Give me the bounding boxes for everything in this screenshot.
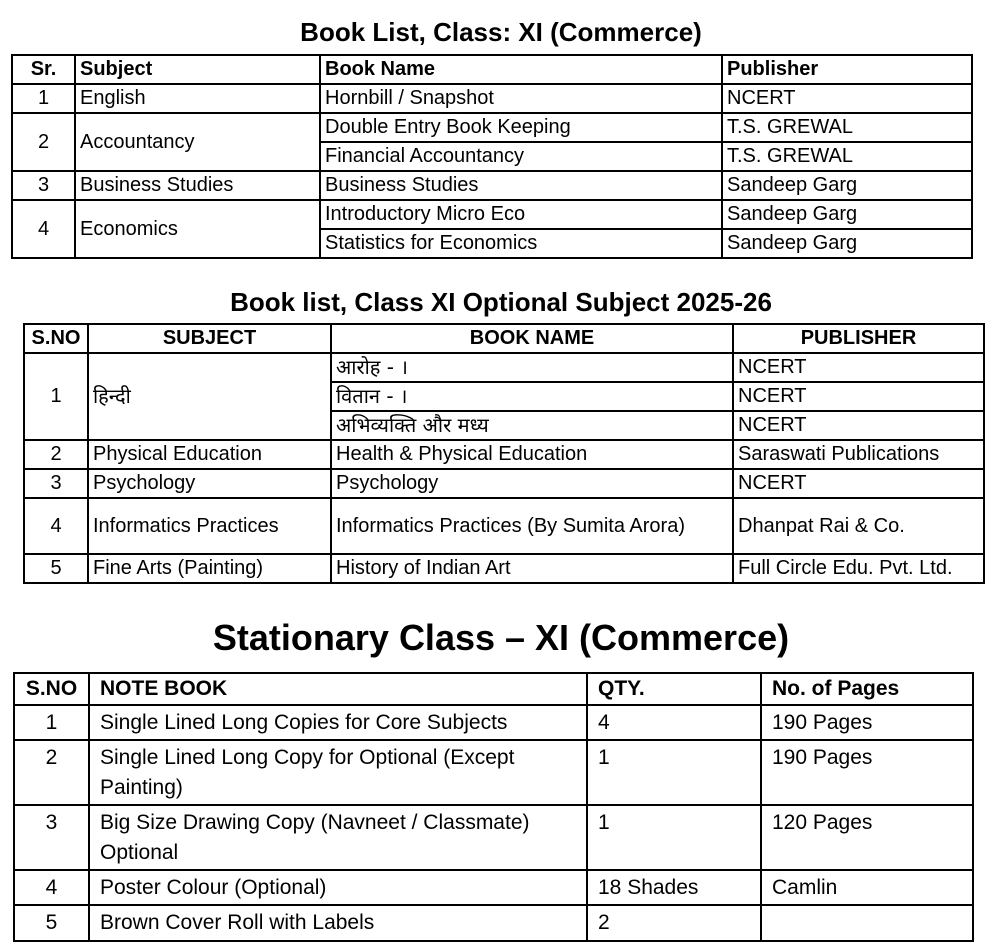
row-item: Single Lined Long Copies for Core Subjects [89, 705, 587, 740]
row-subject: Psychology [88, 469, 331, 498]
row-sr: 4 [24, 498, 88, 554]
stationary-table [13, 672, 974, 942]
header-sno: S.NO [14, 673, 89, 705]
row-subject: Economics [75, 200, 320, 258]
table-row [14, 870, 973, 905]
row-qty: 4 [587, 705, 761, 740]
row-qty: 18 Shades [587, 870, 761, 905]
row-item: Poster Colour (Optional) [89, 870, 587, 905]
row-publisher: NCERT [733, 353, 984, 382]
row-pages: Camlin [761, 870, 973, 905]
header-subject: Subject [75, 55, 320, 84]
row-sr: 4 [12, 200, 75, 258]
row-book: आरोह - । [331, 353, 733, 382]
row-publisher: T.S. GREWAL [722, 113, 972, 142]
header-note-book: NOTE BOOK [89, 673, 587, 705]
row-qty: 2 [587, 905, 761, 940]
table-row [12, 84, 972, 113]
row-item: Single Lined Long Copy for Optional (Except Painting) [89, 740, 587, 805]
row-sr: 3 [14, 805, 89, 870]
row-publisher: NCERT [733, 411, 984, 440]
row-sr: 1 [12, 84, 75, 113]
row-book: Introductory Micro Eco [320, 200, 722, 229]
row-book: Informatics Practices (By Sumita Arora) [331, 498, 733, 554]
header-book-name: BOOK NAME [331, 324, 733, 353]
row-publisher: Saraswati Publications [733, 440, 984, 469]
table-row [14, 905, 973, 940]
row-sr: 2 [24, 440, 88, 469]
row-item: Big Size Drawing Copy (Navneet / Classmate) Optional [89, 805, 587, 870]
row-subject: Informatics Practices [88, 498, 331, 554]
row-publisher: NCERT [733, 382, 984, 411]
header-publisher: PUBLISHER [733, 324, 984, 353]
row-sr: 3 [24, 469, 88, 498]
row-book: Health & Physical Education [331, 440, 733, 469]
header-book-name: Book Name [320, 55, 722, 84]
row-publisher: NCERT [733, 469, 984, 498]
row-publisher: Dhanpat Rai & Co. [733, 498, 984, 554]
row-subject: Physical Education [88, 440, 331, 469]
header-sr: Sr. [12, 55, 75, 84]
row-book: अभिव्यक्ति और मध्य [331, 411, 733, 440]
header-qty: QTY. [587, 673, 761, 705]
row-book: Financial Accountancy [320, 142, 722, 171]
header-subject: SUBJECT [88, 324, 331, 353]
row-sr: 4 [14, 870, 89, 905]
row-subject: Accountancy [75, 113, 320, 171]
row-publisher: Full Circle Edu. Pvt. Ltd. [733, 554, 984, 583]
row-book: Statistics for Economics [320, 229, 722, 258]
table-header-row [14, 673, 973, 705]
row-subject: English [75, 84, 320, 113]
table-row [12, 171, 972, 200]
header-sno: S.NO [24, 324, 88, 353]
row-pages: 190 Pages [761, 705, 973, 740]
table-row [14, 805, 973, 870]
row-qty: 1 [587, 740, 761, 805]
row-sr: 1 [14, 705, 89, 740]
header-publisher: Publisher [722, 55, 972, 84]
row-publisher: NCERT [722, 84, 972, 113]
table-row [24, 498, 984, 554]
row-book: वितान - । [331, 382, 733, 411]
row-book: Business Studies [320, 171, 722, 200]
row-subject: Fine Arts (Painting) [88, 554, 331, 583]
optional-book-list-title: Book list, Class XI Optional Subject 2025-26 [230, 287, 772, 317]
row-sr: 3 [12, 171, 75, 200]
row-sr: 5 [14, 905, 89, 940]
row-book: Hornbill / Snapshot [320, 84, 722, 113]
optional-book-table [23, 323, 985, 584]
row-book: Double Entry Book Keeping [320, 113, 722, 142]
commerce-book-table [11, 54, 973, 259]
row-item: Brown Cover Roll with Labels [89, 905, 587, 940]
row-book: History of Indian Art [331, 554, 733, 583]
row-sr: 2 [14, 740, 89, 805]
header-pages: No. of Pages [761, 673, 973, 705]
row-pages [761, 905, 973, 940]
table-row [14, 740, 973, 805]
table-row [14, 705, 973, 740]
table-row [24, 469, 984, 498]
commerce-book-list-title: Book List, Class: XI (Commerce) [300, 17, 702, 47]
row-book: Psychology [331, 469, 733, 498]
row-sr: 5 [24, 554, 88, 583]
row-pages: 120 Pages [761, 805, 973, 870]
row-publisher: Sandeep Garg [722, 229, 972, 258]
row-sr: 2 [12, 113, 75, 171]
stationary-title: Stationary Class – XI (Commerce) [212, 617, 790, 658]
row-publisher: Sandeep Garg [722, 171, 972, 200]
table-header-row [12, 55, 972, 84]
row-qty: 1 [587, 805, 761, 870]
row-subject: हिन्दी [88, 353, 331, 440]
row-pages: 190 Pages [761, 740, 973, 805]
table-row [24, 353, 984, 382]
table-row [12, 200, 972, 229]
table-row [24, 554, 984, 583]
row-subject: Business Studies [75, 171, 320, 200]
table-row [24, 440, 984, 469]
row-publisher: T.S. GREWAL [722, 142, 972, 171]
row-publisher: Sandeep Garg [722, 200, 972, 229]
table-header-row [24, 324, 984, 353]
table-row [12, 113, 972, 142]
row-sr: 1 [24, 353, 88, 440]
